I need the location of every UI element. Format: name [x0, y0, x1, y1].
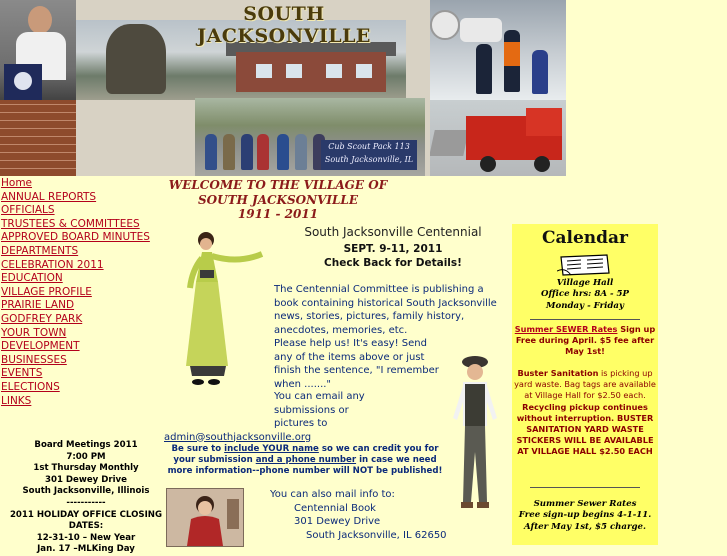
nav-trustees-committees[interactable]: TRUSTEES & COMMITTEES	[1, 217, 140, 230]
board-line: 2011 HOLIDAY OFFICE CLOSING	[9, 509, 163, 520]
sewer-text: Sign up Free during April. $5 fee after May 1st!	[515, 324, 656, 357]
mail-line: South Jacksonville, IL 62650	[306, 529, 447, 541]
note-text: so we can credit you for your submission	[173, 444, 439, 466]
mail-intro: You can also mail info to:	[270, 489, 395, 500]
summer-line: After May 1st, $5 charge.	[523, 521, 646, 532]
note-phone-emphasis: and a phone number	[255, 455, 357, 466]
sewer-rates-notice	[514, 324, 656, 358]
buster-sanitation-notice	[514, 368, 656, 458]
admin-email-link[interactable]: admin@southjacksonville.org	[164, 431, 312, 443]
welcome-line-2: SOUTH JACKSONVILLE	[197, 192, 359, 207]
office-days: Monday - Friday	[546, 300, 624, 311]
office-hours-text: Office hrs: 8A - 5P	[541, 289, 629, 300]
calendar-panel	[512, 224, 658, 545]
nav-elections[interactable]: ELECTIONS	[1, 380, 60, 393]
nav-godfrey-park[interactable]: GODFREY PARK	[1, 312, 83, 325]
welcome-line-3: 1911 - 2011	[237, 207, 319, 222]
board-line: Board Meetings 2011	[34, 440, 138, 450]
speaker-photo	[0, 0, 76, 176]
office-location: Village Hall	[556, 278, 614, 288]
vintage-photo	[166, 488, 244, 547]
board-line: 7:00 PM	[66, 451, 106, 462]
board-line: 1st Thursday Monthly	[33, 463, 139, 474]
nav-officials[interactable]: OFFICIALS	[1, 204, 55, 217]
divider	[530, 319, 640, 320]
nav-links[interactable]: LINKS	[1, 394, 32, 407]
centennial-description	[274, 283, 506, 391]
mail-line: 301 Dewey Drive	[294, 516, 381, 527]
board-line: 301 Dewey Drive	[44, 474, 127, 485]
site-title: SOUTH JACKSONVILLE	[197, 3, 371, 47]
nav-your-town[interactable]: YOUR TOWN	[1, 326, 67, 339]
period-dress-woman-image	[168, 226, 268, 392]
welcome-line-1: WELCOME TO THE VILLAGE OF	[168, 178, 388, 192]
buster-text: is picking up yard waste. Bag tags are available at Village Hall for $2.50 each.	[514, 368, 656, 401]
credit-note	[164, 444, 446, 478]
header-collage	[0, 0, 566, 176]
office-hours	[512, 278, 658, 312]
centennial-dates	[296, 242, 490, 270]
centennial-heading: South Jacksonville Centennial	[304, 225, 482, 239]
nav-home[interactable]: Home	[1, 177, 33, 189]
nav-annual-reports[interactable]: ANNUAL REPORTS	[1, 190, 97, 203]
badge-line-1: Cub Scout Pack 113	[328, 142, 410, 151]
summer-line: Free sign-up begins 4-1-11.	[518, 510, 652, 521]
board-line: South Jacksonville, Illinois	[22, 486, 150, 497]
nav-businesses[interactable]: BUSINESSES	[1, 353, 67, 366]
main-nav	[1, 177, 161, 408]
nav-departments[interactable]: DEPARTMENTS	[1, 244, 79, 257]
nav-village-profile[interactable]: VILLAGE PROFILE	[1, 285, 92, 298]
nav-events[interactable]: EVENTS	[1, 367, 43, 380]
mail-line: Centennial Book	[294, 502, 376, 514]
parade-photo	[195, 98, 425, 176]
board-meetings-info	[0, 440, 172, 556]
board-line: Jan. 17 –MLKing Day	[37, 544, 135, 555]
nav-education[interactable]: EDUCATION	[1, 272, 63, 285]
calendar-title: Calendar	[541, 228, 629, 248]
plow-truck-photo	[430, 100, 566, 176]
buster-bold-text: Recycling pickup continues without interruption. BUSTER SANITATION YARD WASTE STICKERS WILL BE AVAILABLE AT VILLAGE HALL $2.50 EACH	[516, 401, 654, 457]
welcome-heading	[165, 178, 391, 222]
summer-line: Summer Sewer Rates	[533, 499, 637, 509]
summer-sewer-summary	[514, 499, 656, 533]
nav-development[interactable]: DEVELOPMENT	[1, 340, 80, 353]
nav-celebration-2011[interactable]: CELEBRATION 2011	[1, 258, 104, 271]
board-line: 12-31-10 – New Year	[36, 532, 136, 543]
mail-address	[270, 488, 470, 542]
buster-title: Buster Sanitation	[517, 368, 599, 378]
snow-rescue-photo	[430, 0, 566, 100]
badge-line-2: South Jacksonville, IL	[324, 155, 414, 164]
note-name-emphasis: include YOUR name	[224, 444, 319, 454]
cub-scout-badge	[321, 140, 417, 170]
note-text: Be sure to	[171, 444, 225, 454]
divider	[530, 487, 640, 488]
note-text: in case we need more information--phone number will NOT be published!	[167, 455, 443, 477]
email-section	[164, 390, 374, 444]
centennial-paragraph-1: The Centennial Committee is publishing a book containing historical South Jacksonville news, stories, pictures, family history, anecdotes, memories, etc.	[274, 284, 497, 336]
email-intro: You can email any submissions or pictures to	[274, 391, 365, 429]
summer-sewer-rates-link[interactable]: Summer SEWER Rates	[514, 324, 618, 334]
newspaper-icon	[557, 253, 613, 277]
centennial-date-range: SEPT. 9-11, 2011	[343, 243, 443, 255]
centennial-paragraph-2: Please help us! It's easy! Send any of the items above or just finish the sentence, "I remember when ......."	[274, 338, 439, 390]
nav-prairie-land[interactable]: PRAIRIE LAND	[1, 299, 75, 312]
board-line: DATES:	[68, 521, 104, 532]
check-back-text: Check Back for Details!	[324, 257, 462, 269]
board-line: -----------	[66, 497, 106, 508]
nav-approved-board-minutes[interactable]: APPROVED BOARD MINUTES	[1, 231, 150, 244]
